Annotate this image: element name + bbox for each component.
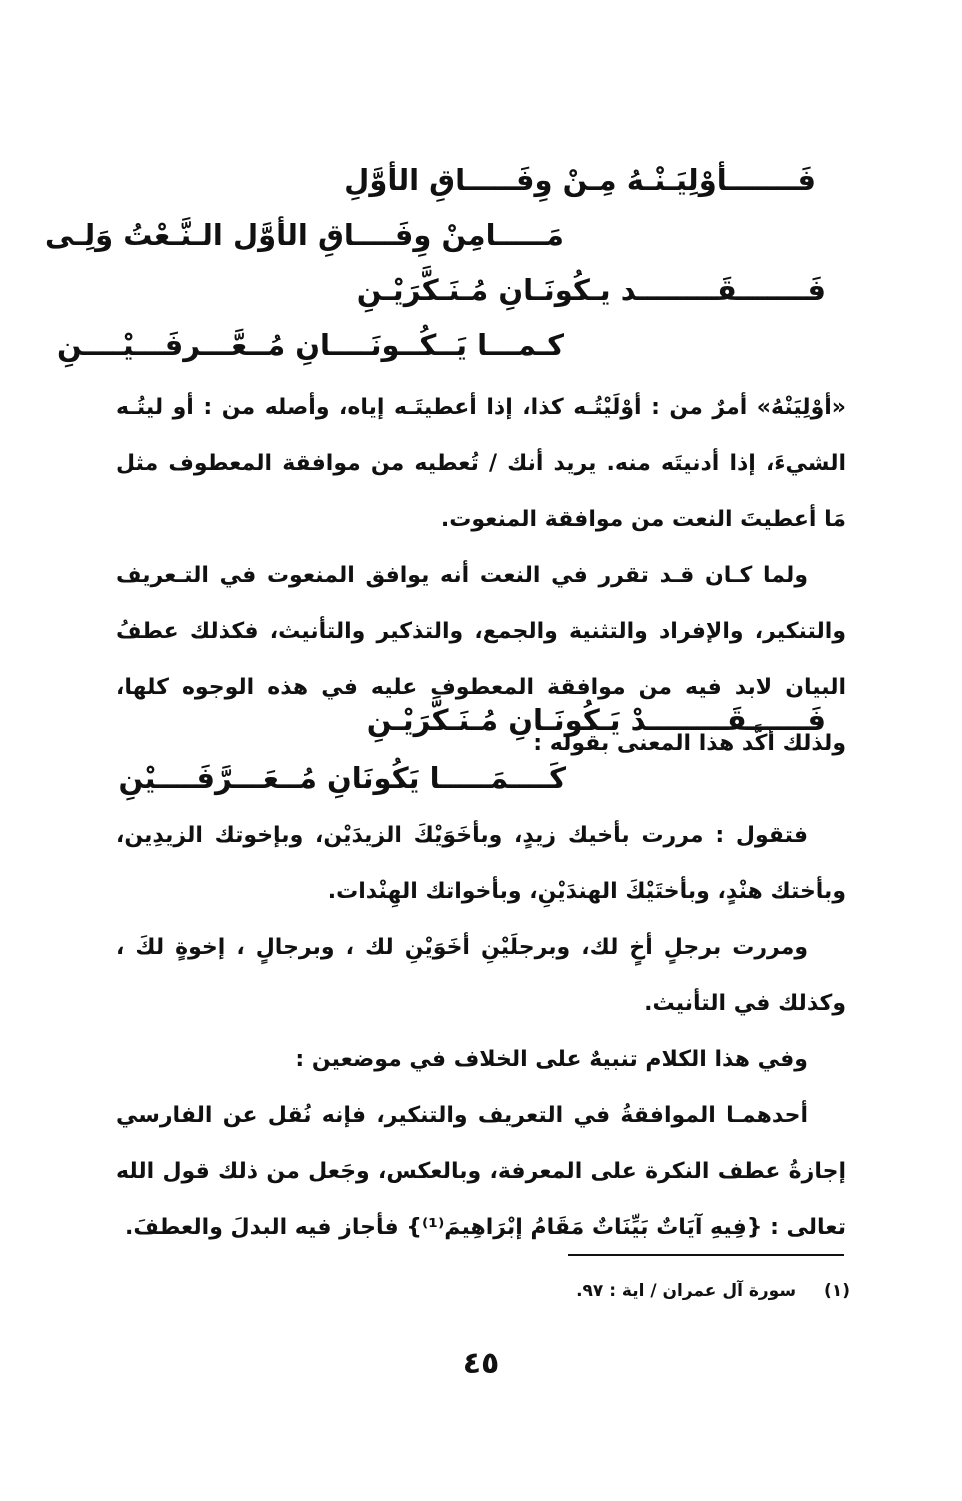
- page-number: ٤٥: [462, 1346, 500, 1381]
- paragraph-nat-agreement: ولما كـان قـد تقرر في النعت أنه يوافق المنعوت في التـعريف والتنكير، والإفراد والتثنية والجمع، والتذكير والتأنيث، فكذلك عطفُ البيان لابد فيه من موافقة المعطوف عليه في هذه الوجوه كلها، ولذلك أكَّد هذا المعنى بقوله :: [116, 563, 846, 756]
- footnote-text: سورة آل عمران / اية : ٩٧.: [576, 1281, 797, 1301]
- verse-line-6: كَــــمَـــــا يَكُونَانِ مُــعَـــرَّفَــــيْنِ: [118, 761, 566, 795]
- verse-line-5: فَــــــقَــــــــدْ يَـكُونَـانِ مُـنَـكَّرَيْـنِ: [366, 703, 826, 737]
- verse-line-1: فَـــــــأوْلِيَـنْـهُ مِـنْ وِفَـــــاقِ الأوَّلِ: [344, 163, 816, 197]
- verse-line-3: فَـــــــقَــــــــد يـكُونَـانِ مُـنَـكَّرَيْـنِ: [356, 273, 826, 307]
- paragraph-examples-definite: فتقول : مررت بأخيك زيدٍ، وبأخَوَيْكَ الزيدَيْن، وبإخوتك الزيدِين، وبأختك هنْدٍ، وبأختَيْكَ الهندَيْنِ، وبأخواتك الهِنْدات.: [116, 823, 846, 904]
- footnote-number: (١): [824, 1281, 850, 1301]
- verse-line-2: مَـــــامِنْ وِفَــــاقِ الأوَّل الـنَّـعْتُ وَلِـى: [45, 218, 564, 252]
- paragraph-examples-indefinite: ومررت برجلٍ أخٍ لك، وبرجلَيْنِ أخَوَيْنِ لك ، وبرجالٍ ، إخوةٍ لكَ ، وكذلك في التأنيث.: [116, 935, 846, 1016]
- footnote-divider: [568, 1254, 844, 1256]
- footnote: [576, 1276, 850, 1306]
- paragraph-word-explanation: «أوْلِيَنْهُ» أمرٌ من : أوْلَيْتُـه كذا، إذا أعطيتَـه إياه، وأصله من : أو ليتُـه الشيءَ، إذا أدنيتَه منه. يريد أنك / تُعطيه من موافقة المعطوف مثل مَا أعطيتَ النعت من موافقة المنعوت.: [116, 395, 846, 532]
- paragraph-first-dispute: أحدهمـا الموافقةُ في التعريف والتنكير، فإنه نُقل عن الفارسي إجازةُ عطف النكرة على المعرفة، وبالعكس، وجَعل من ذلك قول الله تعالى : {فِيهِ آيَاتٌ بَيِّنَاتٌ مَقَامُ إبْرَاهِيمَ⁽¹⁾} فأجاز فيه البدلَ والعطفَ.: [116, 1103, 846, 1240]
- verse-line-4: كـمـــا يَــكُــونَــــانِ مُــعَّـــرفَـــيْــــنِ: [56, 328, 564, 362]
- paragraph-two-disputes: وفي هذا الكلام تنبيهٌ على الخلاف في موضعين :: [295, 1047, 808, 1072]
